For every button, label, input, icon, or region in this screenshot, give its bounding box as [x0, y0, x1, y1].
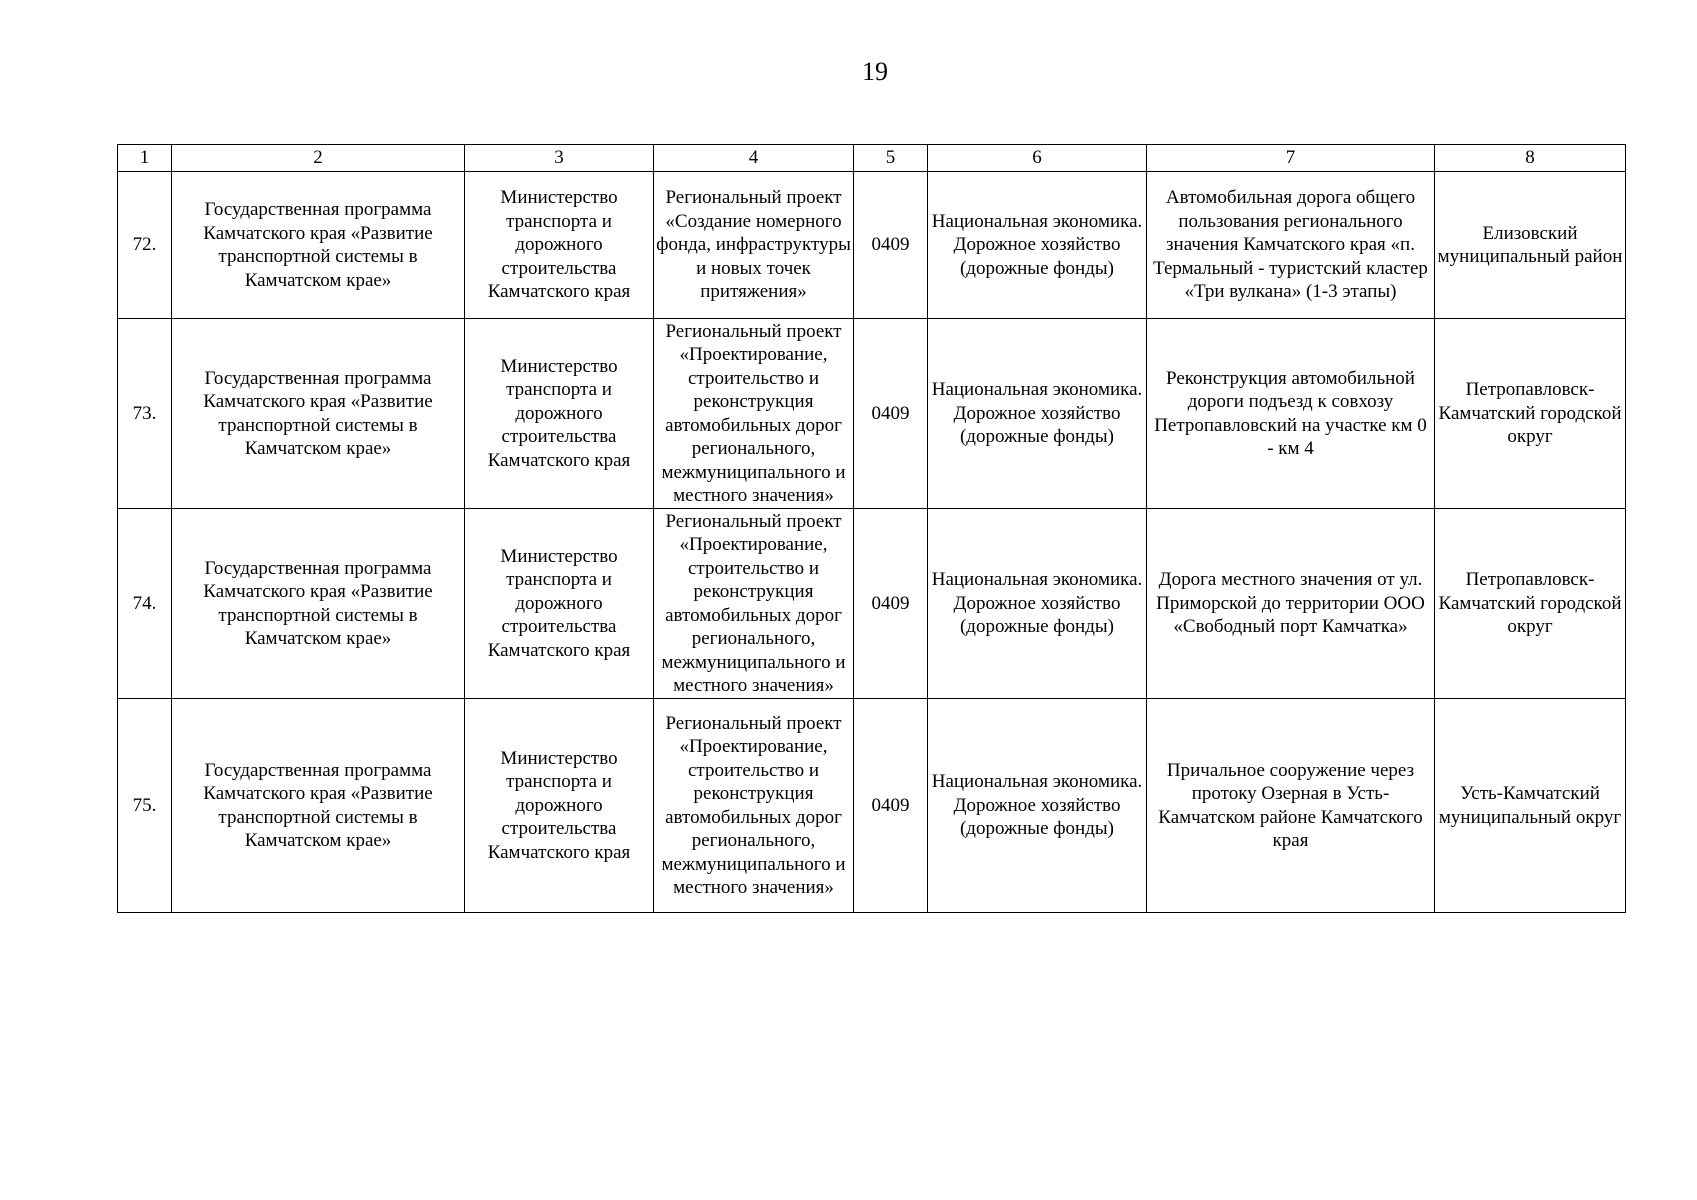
- column-header: 3: [465, 145, 654, 172]
- column-header: 7: [1147, 145, 1435, 172]
- project-cell: Региональный проект «Проектирование, строительство и реконструкция автомобильных дорог регионального, межмуниципального и местного значения»: [654, 509, 854, 699]
- object-cell: Реконструкция автомобильной дороги подъезд к совхозу Петропавловский на участке км 0 - км 4: [1147, 319, 1435, 509]
- district-cell: Петропавловск-Камчатский городской округ: [1435, 509, 1626, 699]
- section-cell: Национальная экономика. Дорожное хозяйство (дорожные фонды): [928, 319, 1147, 509]
- row-number-cell: 74.: [118, 509, 172, 699]
- program-cell: Государственная программа Камчатского края «Развитие транспортной системы в Камчатском крае»: [172, 509, 465, 699]
- objects-table: [117, 144, 1626, 913]
- object-cell: Автомобильная дорога общего пользования регионального значения Камчатского края «п. Термальный - туристский кластер «Три вулкана» (1-3 этапы): [1147, 172, 1435, 319]
- district-cell: Петропавловск-Камчатский городской округ: [1435, 319, 1626, 509]
- column-header: 8: [1435, 145, 1626, 172]
- page-number: 19: [862, 57, 888, 86]
- table-row: [118, 172, 1626, 319]
- section-cell: Национальная экономика. Дорожное хозяйство (дорожные фонды): [928, 172, 1147, 319]
- row-number-cell: 72.: [118, 172, 172, 319]
- object-cell: Причальное сооружение через протоку Озерная в Усть-Камчатском районе Камчатского края: [1147, 699, 1435, 913]
- program-cell: Государственная программа Камчатского края «Развитие транспортной системы в Камчатском крае»: [172, 699, 465, 913]
- district-cell: Елизовский муниципальный район: [1435, 172, 1626, 319]
- district-cell: Усть-Камчатский муниципальный округ: [1435, 699, 1626, 913]
- column-header: 2: [172, 145, 465, 172]
- column-header: 4: [654, 145, 854, 172]
- ministry-cell: Министерство транспорта и дорожного строительства Камчатского края: [465, 509, 654, 699]
- ministry-cell: Министерство транспорта и дорожного строительства Камчатского края: [465, 172, 654, 319]
- code-cell: 0409: [854, 319, 928, 509]
- column-header: 1: [118, 145, 172, 172]
- project-cell: Региональный проект «Создание номерного фонда, инфраструктуры и новых точек притяжения»: [654, 172, 854, 319]
- object-cell: Дорога местного значения от ул. Приморской до территории ООО «Свободный порт Камчатка»: [1147, 509, 1435, 699]
- section-cell: Национальная экономика. Дорожное хозяйство (дорожные фонды): [928, 509, 1147, 699]
- table-row: [118, 699, 1626, 913]
- row-number-cell: 75.: [118, 699, 172, 913]
- project-cell: Региональный проект «Проектирование, строительство и реконструкция автомобильных дорог регионального, межмуниципального и местного значения»: [654, 319, 854, 509]
- code-cell: 0409: [854, 172, 928, 319]
- project-cell: Региональный проект «Проектирование, строительство и реконструкция автомобильных дорог регионального, межмуниципального и местного значения»: [654, 699, 854, 913]
- program-cell: Государственная программа Камчатского края «Развитие транспортной системы в Камчатском крае»: [172, 319, 465, 509]
- row-number-cell: 73.: [118, 319, 172, 509]
- table-header-row: [118, 145, 1626, 172]
- column-header: 5: [854, 145, 928, 172]
- code-cell: 0409: [854, 699, 928, 913]
- ministry-cell: Министерство транспорта и дорожного строительства Камчатского края: [465, 699, 654, 913]
- code-cell: 0409: [854, 509, 928, 699]
- table-row: [118, 319, 1626, 509]
- ministry-cell: Министерство транспорта и дорожного строительства Камчатского края: [465, 319, 654, 509]
- section-cell: Национальная экономика. Дорожное хозяйство (дорожные фонды): [928, 699, 1147, 913]
- program-cell: Государственная программа Камчатского края «Развитие транспортной системы в Камчатском крае»: [172, 172, 465, 319]
- column-header: 6: [928, 145, 1147, 172]
- table-row: [118, 509, 1626, 699]
